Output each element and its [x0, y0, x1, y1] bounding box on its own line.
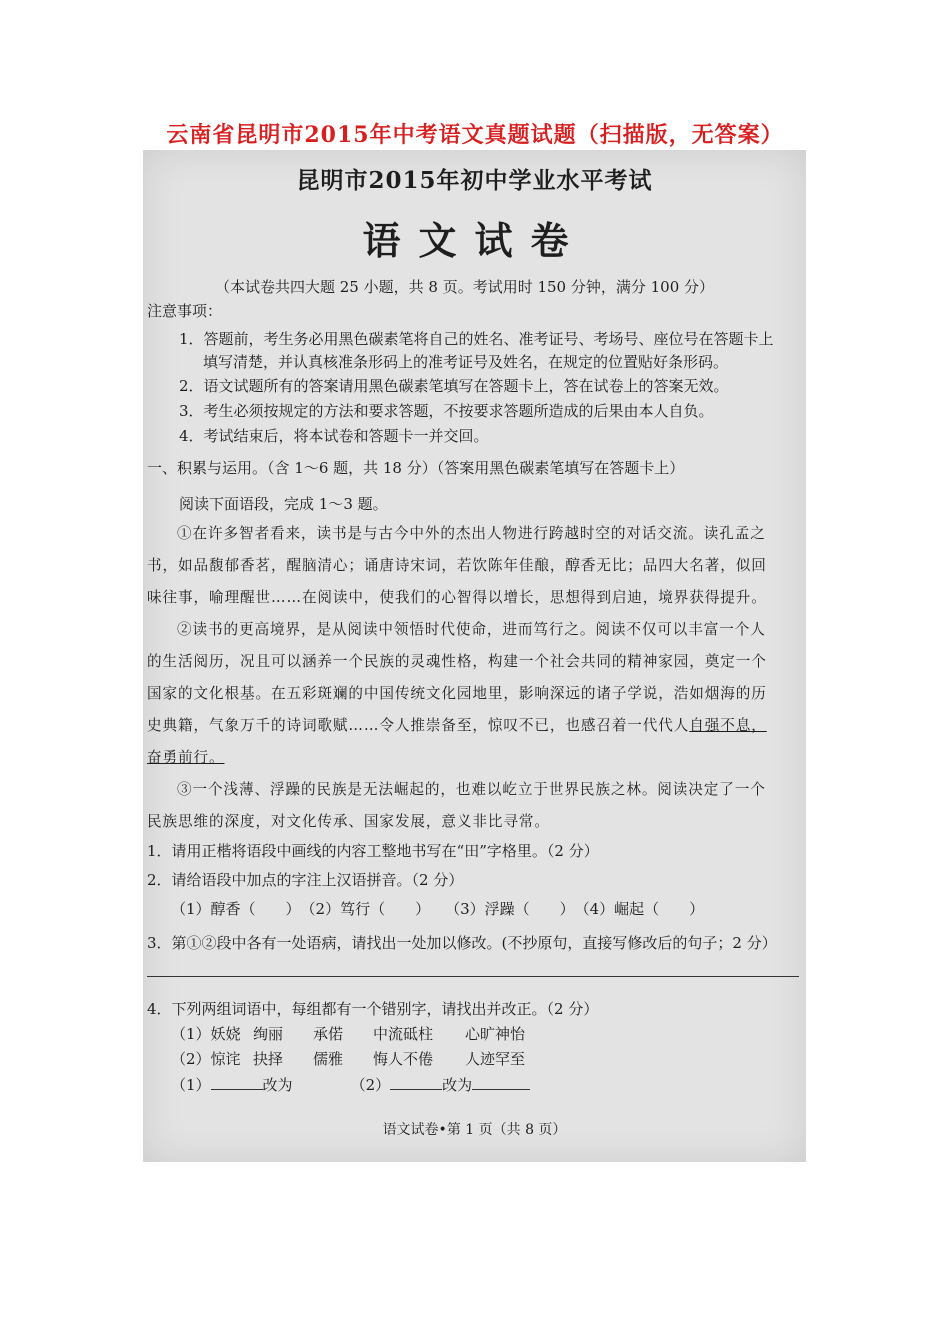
exam-title: 昆明市2015年初中学业水平考试 [296, 167, 653, 194]
word-group-2: （2）惊诧 抉择 儒雅 悔人不倦 人迹罕至 [171, 1050, 526, 1068]
q4-answer-row: （1） 改为 （2） 改为 [171, 1073, 530, 1095]
note-item: 1．答题前，考生务必用黑色碳素笔将自己的姓名、准考证号、考场号、座位号在答题卡上 [179, 330, 774, 348]
note-item: 3．考生必须按规定的方法和要求答题，不按要求答题所造成的后果由本人自负。 [179, 402, 714, 420]
notes-heading: 注意事项： [147, 302, 223, 320]
answer-blank [211, 1073, 263, 1090]
exam-info: （本试卷共四大题 25 小题，共 8 页。考试用时 150 分钟，满分 100 分） [215, 278, 715, 296]
page-footer: 语文试卷•第 1 页（共 8 页） [382, 1122, 567, 1138]
note-item: 填写清楚，并认真核准条形码上的准考证号及姓名，在规定的位置贴好条形码。 [203, 353, 729, 371]
note-item: 4．考试结束后，将本试卷和答题卡一并交回。 [179, 427, 489, 445]
passage-line [147, 714, 767, 735]
passage-line: 国家的文化根基。在五彩斑斓的中国传统文化园地里，影响深远的诸子学说，浩如烟海的历 [147, 685, 767, 702]
passage-line: 的生活阅历，况且可以涵养一个民族的灵魂性格，构建一个社会共同的精神家园，奠定一个 [147, 653, 767, 670]
note-item: 2．语文试题所有的答案请用黑色碳素笔填写在答题卡上，答在试卷上的答案无效。 [179, 377, 729, 395]
scanned-exam-page [143, 150, 806, 1162]
passage-line: 味往事，喻理醒世……在阅读中，使我们的心智得以增长，思想得到启迪，境界获得提升。 [147, 589, 767, 606]
answer-blank [472, 1073, 530, 1090]
question-3: 3．第①②段中各有一处语病，请找出一处加以修改。(不抄原句，直接写修改后的句子；2 分） [147, 934, 777, 952]
question-4: 4．下列两组词语中，每组都有一个错别字，请找出并改正。（2 分） [147, 1000, 599, 1018]
section-heading: 一、积累与运用。（含 1～6 题，共 18 分）（答案用黑色碳素笔填写在答题卡上） [147, 459, 685, 477]
underlined-phrase: 自强不息， [689, 717, 767, 734]
paper-title: 语文试卷 [362, 218, 587, 263]
document-title: 云南省昆明市2015年中考语文真题试题（扫描版，无答案） [166, 122, 784, 148]
reading-instruction: 阅读下面语段，完成 1～3 题。 [179, 495, 388, 513]
answer-line [147, 976, 799, 977]
passage-line: ③一个浅薄、浮躁的民族是无法崛起的，也难以屹立于世界民族之林。阅读决定了一个 [177, 781, 766, 798]
passage-text: 史典籍，气象万千的诗词歌赋……令人推崇备至，惊叹不已，也感召着一代代人 [147, 717, 690, 734]
passage-line [147, 746, 224, 767]
question-2-items: （1）醇香（ ） （2）笃行（ ） （3）浮躁（ ） （4）崛起（ ） [171, 900, 705, 918]
question-1: 1．请用正楷将语段中画线的内容工整地书写在“田”字格里。（2 分） [147, 842, 599, 860]
passage-line: 书，如品馥郁香茗，醒脑清心；诵唐诗宋词，若饮陈年佳酿，醇香无比；品四大名著，似回 [147, 557, 767, 574]
underlined-phrase: 奋勇前行。 [147, 749, 225, 766]
answer-blank [390, 1073, 442, 1090]
passage-line: ②读书的更高境界，是从阅读中领悟时代使命，进而笃行之。阅读不仅可以丰富一个人 [177, 621, 766, 638]
question-2: 2．请给语段中加点的字注上汉语拼音。（2 分） [147, 871, 464, 889]
passage-line: ①在许多智者看来，读书是与古今中外的杰出人物进行跨越时空的对话交流。读孔孟之 [177, 525, 766, 542]
passage-line: 民族思维的深度，对文化传承、国家发展，意义非比寻常。 [147, 813, 550, 830]
word-group-1: （1）妖娆 绚丽 承偌 中流砥柱 心旷神怡 [171, 1025, 526, 1043]
